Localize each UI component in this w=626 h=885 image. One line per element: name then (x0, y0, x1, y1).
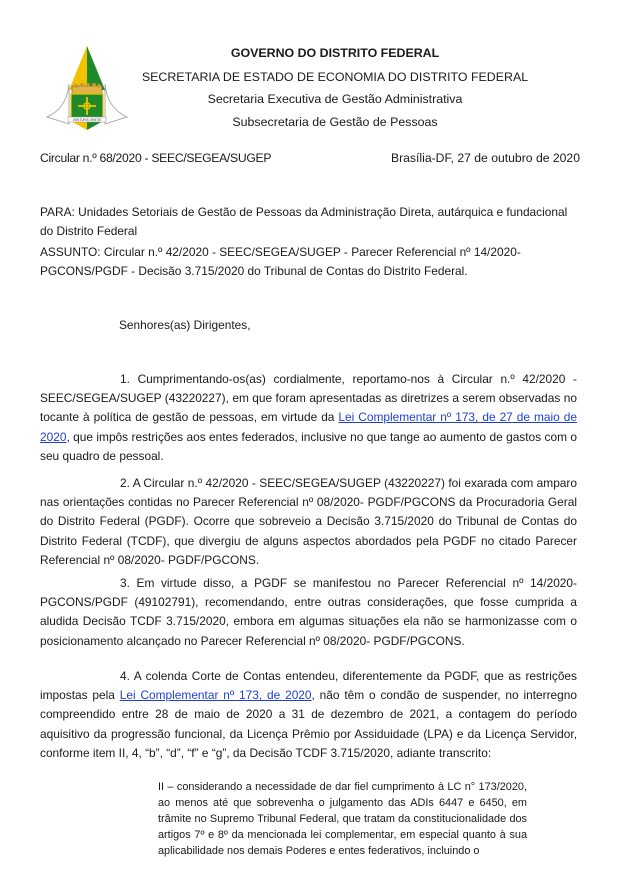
addressee-para: PARA: Unidades Setoriais de Gestão de Pessoas da Administração Direta, autárquica e fundacional do Distrito Federal (40, 205, 568, 238)
header-government: GOVERNO DO DISTRITO FEDERAL (230, 46, 440, 60)
paragraph-3: 3. Em virtude disso, a PGDF se manifestou no Parecer Referencial nº 14/2020-PGCONS/PGDF (49102791), recomendando, entre outras considerações, que fosse cumprida a aludida Decisão TCDF 3.715/2020, embora em algumas situações ela não se harmonizasse com o posicionamento alcançado no Parecer Referencial nº 08/2020- PGDF/PGCONS. (40, 576, 577, 648)
paragraph-4: 4. A colenda Corte de Contas entendeu, diferentemente da PGDF, que as restrições impostas pela Lei Complementar nº 173, de 2020, não têm o condão de suspender, no interregno compreendido entre 28 de maio de 2020 a 31 de dezembro de 2021, a contagem do período aquisitivo da progressão funcional, da Licença Prêmio por Assiduidade (LPA) e da Licença Servidor, conforme item II, 4, “b”, “d”, “f” e “g”, da Decisão TCDF 3.715/2020, adiante transcrito: (40, 669, 577, 760)
lei-complementar-173-2020-link[interactable]: Lei Complementar nº 173, de 2020 (119, 688, 312, 703)
place-date: Brasília-DF, 27 de outubro de 2020 (390, 151, 580, 165)
lei-complementar-173-link[interactable]: Lei Complementar nº 173, de 27 de maio de 2020 (40, 410, 577, 444)
subject-block (40, 243, 577, 281)
header-subsecretariat: Subsecretaria de Gestão de Pessoas (232, 115, 438, 129)
header-executive-secretariat: Secretaria Executiva de Gestão Administrativa (207, 92, 463, 106)
subject-assunto: ASSUNTO: Circular n.º 42/2020 - SEEC/SEGEA/SUGEP - Parecer Referencial nº 14/2020-PGCONS/PGDF - Decisão 3.715/2020 do Tribunal de Contas do Distrito Federal. (40, 245, 521, 278)
decision-quote: II – considerando a necessidade de dar fiel cumprimento à LC n° 173/2020, ao menos até que sobrevenha o julgamento das ADIs 6447 e 6450, em trâmite no Supremo Tribunal Federal, que tratam da constitucionalidade dos artigos 7º e 8º da mencionada lei complementar, em especial quanto à sua aplicabilidade nos demais Poderes e entes federativos, incluindo o (158, 781, 527, 857)
circular-number: Circular n.º 68/2020 - SEEC/SEGEA/SUGEP (40, 151, 272, 165)
gdf-coat-of-arms-icon (45, 44, 129, 130)
paragraph-2: 2. A Circular n.º 42/2020 - SEEC/SEGEA/SUGEP (43220227) foi exarada com amparo nas orientações contidas no Parecer Referencial nº 08/2020- PGDF/PGCONS da Procuradoria Geral do Distrito Federal (PGDF). Ocorre que sobreveio a Decisão 3.715/2020 do Tribunal de Contas do Distrito Federal (TCDF), que divergiu de alguns aspectos abordados pela PGDF no citado Parecer Referencial nº 08/2020- PGDF/PGCONS. (40, 476, 577, 567)
svg-text:VENTURIS VENTIS: VENTURIS VENTIS (72, 118, 102, 122)
salutation: Senhores(as) Dirigentes, (119, 318, 251, 332)
header-secretariat: SECRETARIA DE ESTADO DE ECONOMIA DO DISTRITO FEDERAL (141, 70, 529, 84)
paragraph-1: 1. Cumprimentando-os(as) cordialmente, reportamo-nos à Circular n.º 42/2020 - SEEC/SEGEA/SUGEP (43220227), em que foram apresentadas as diretrizes a serem observadas no tocante à política de gestão de pessoas, em virtude da Lei Complementar nº 173, de 27 de maio de 2020, que impôs restrições aos entes federados, inclusive no que tange ao aumento de gastos com o seu quadro de pessoal. (40, 372, 577, 463)
addressee-block (40, 203, 577, 241)
